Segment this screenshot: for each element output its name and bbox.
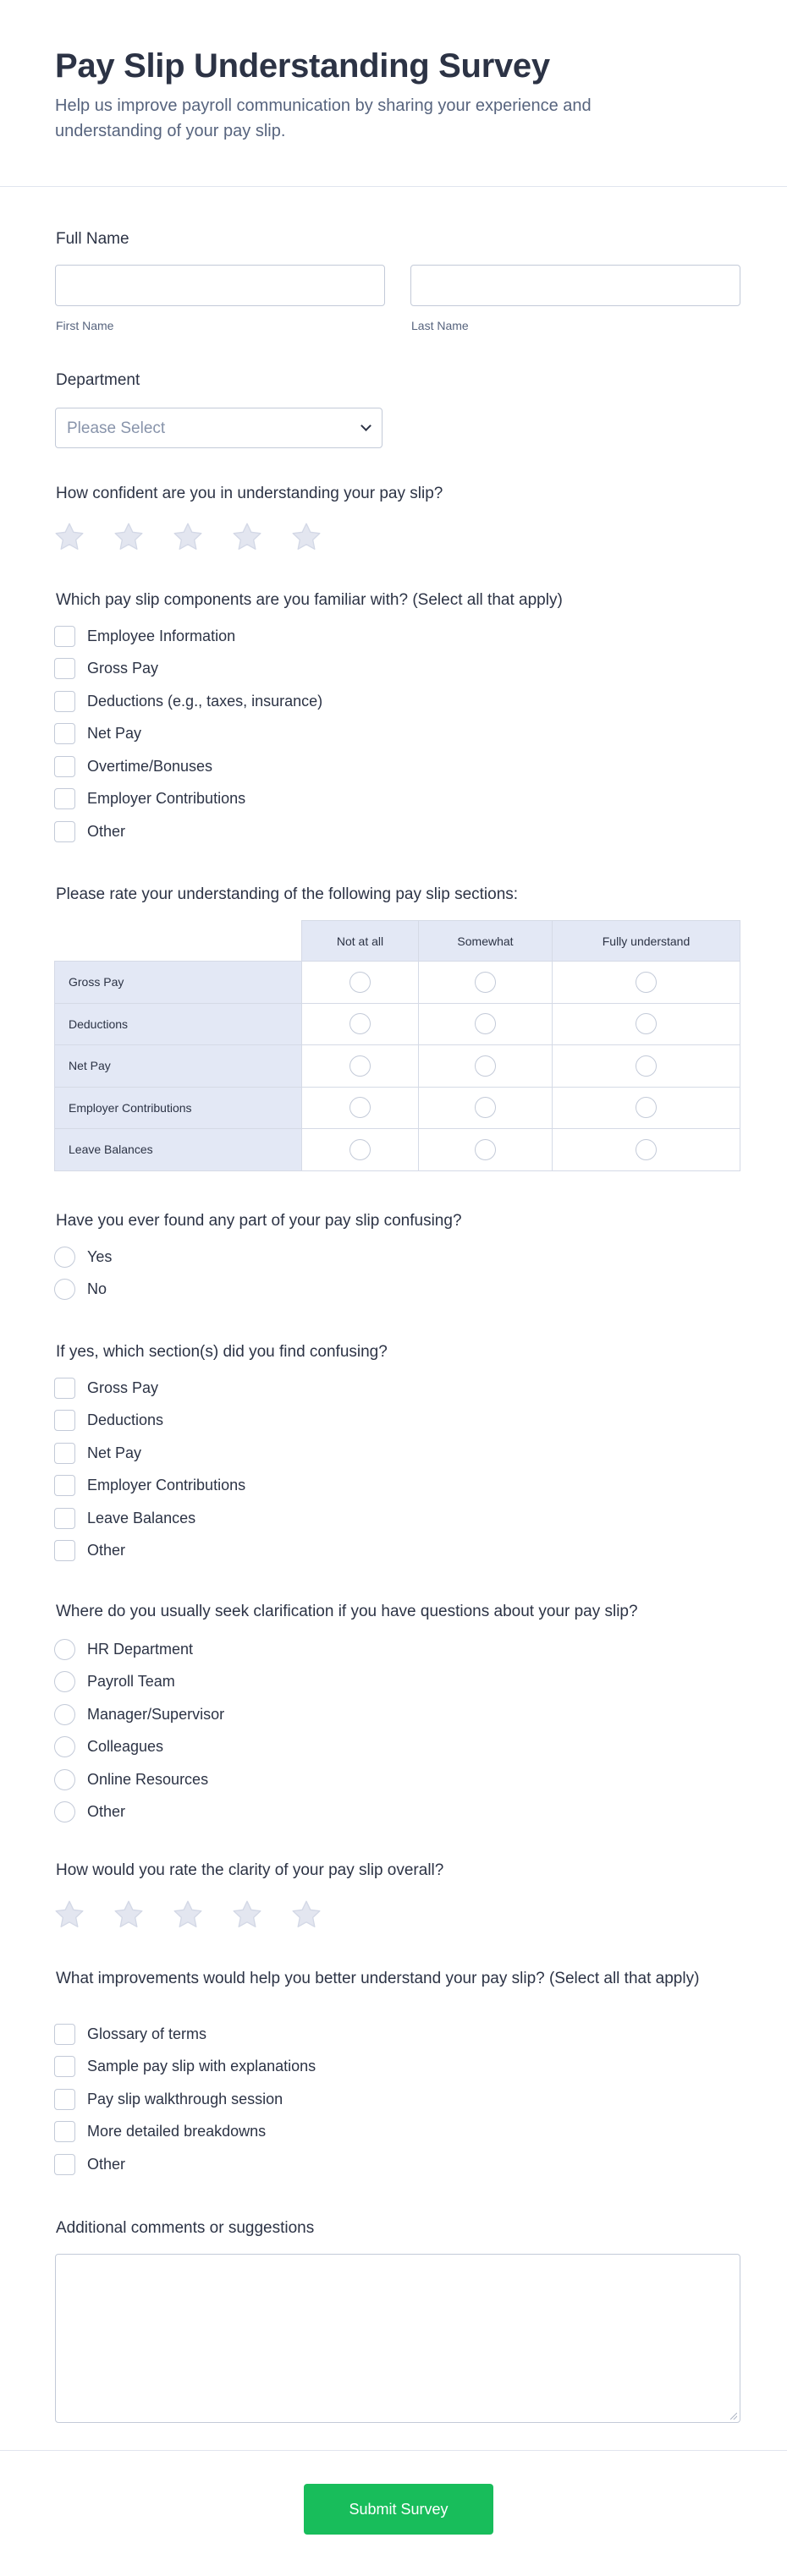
radio-button[interactable] [54, 1247, 75, 1268]
option-label: Net Pay [87, 725, 142, 743]
matrix-cell [302, 1088, 419, 1130]
option-label: Deductions [87, 1411, 164, 1429]
checkbox-option-pay-slip-walkthrough-session[interactable] [54, 2083, 316, 2116]
checkbox[interactable] [54, 1410, 75, 1431]
option-label: Other [87, 2155, 126, 2173]
matrix-row-label: Net Pay [54, 1045, 302, 1088]
radio-button[interactable] [54, 1736, 75, 1757]
checkbox-option-employee-information[interactable] [54, 620, 322, 653]
checkbox-option-deductions[interactable] [54, 1405, 245, 1438]
checkbox[interactable] [54, 723, 75, 744]
matrix-cell [553, 1004, 740, 1046]
improvements-question: What improvements would help you better understand your pay slip? (Select all that apply) [56, 1970, 700, 1987]
matrix-cell [553, 1045, 740, 1088]
checkbox[interactable] [54, 2154, 75, 2175]
checkbox-option-net-pay[interactable] [54, 718, 322, 751]
option-label: Other [87, 822, 126, 840]
matrix-radio-not-at-all[interactable] [349, 1139, 371, 1160]
checkbox-option-employer-contributions[interactable] [54, 1470, 245, 1503]
radio-option-online-resources[interactable] [54, 1763, 224, 1796]
radio-option-yes[interactable] [54, 1241, 112, 1274]
radio-option-colleagues[interactable] [54, 1731, 224, 1764]
option-label: Colleagues [87, 1738, 164, 1756]
page-subtitle: Help us improve payroll communication by sharing your experience and understanding of your pay slip. [55, 96, 592, 140]
matrix-row-gross-pay [54, 962, 740, 1004]
matrix-radio-fully-understand[interactable] [636, 1055, 657, 1077]
checkbox[interactable] [54, 788, 75, 809]
matrix-cell [419, 962, 553, 1004]
comments-label: Additional comments or suggestions [56, 2219, 315, 2237]
option-label: More detailed breakdowns [87, 2123, 267, 2140]
checkbox-option-net-pay[interactable] [54, 1437, 245, 1470]
checkbox-option-other[interactable] [54, 1535, 245, 1568]
checkbox[interactable] [54, 1443, 75, 1464]
matrix-cell [302, 1129, 419, 1171]
option-label: Employer Contributions [87, 790, 246, 808]
option-label: Employer Contributions [87, 1477, 246, 1494]
matrix-row-label: Gross Pay [54, 962, 302, 1004]
matrix-row-label: Deductions [54, 1004, 302, 1046]
last-name-input[interactable] [410, 265, 740, 306]
option-label: Yes [87, 1247, 113, 1265]
radio-option-payroll-team[interactable] [54, 1666, 224, 1699]
department-placeholder: Please Select [67, 419, 166, 437]
checkbox[interactable] [54, 2089, 75, 2110]
radio-option-no[interactable] [54, 1274, 112, 1307]
checkbox-option-overtime-bonuses[interactable] [54, 750, 322, 783]
matrix-radio-fully-understand[interactable] [636, 1139, 657, 1160]
header-divider [0, 186, 787, 187]
star-icon[interactable] [52, 1898, 86, 1932]
clarification-question: Where do you usually seek clarification if you have questions about your pay slip? [56, 1603, 638, 1620]
option-label: Online Resources [87, 1770, 209, 1788]
radio-button[interactable] [54, 1769, 75, 1790]
option-label: Gross Pay [87, 1378, 159, 1396]
last-name-sublabel: Last Name [411, 319, 469, 332]
matrix-question: Please rate your understanding of the following pay slip sections: [56, 885, 519, 903]
matrix-radio-fully-understand[interactable] [636, 1013, 657, 1034]
option-label: Net Pay [87, 1444, 142, 1461]
checkbox[interactable] [54, 1540, 75, 1561]
checkbox[interactable] [54, 658, 75, 679]
checkbox-option-leave-balances[interactable] [54, 1502, 245, 1535]
star-icon[interactable] [112, 520, 146, 554]
checkbox[interactable] [54, 2121, 75, 2142]
star-icon[interactable] [289, 520, 323, 554]
star-icon[interactable] [289, 1898, 323, 1932]
radio-option-other[interactable] [54, 1796, 224, 1829]
matrix-column-header: Not at all [302, 920, 419, 962]
submit-button[interactable]: Submit Survey [304, 2484, 493, 2535]
matrix-radio-somewhat[interactable] [475, 1097, 496, 1118]
matrix-radio-not-at-all[interactable] [349, 1055, 371, 1077]
checkbox-option-sample-pay-slip-with-explanations[interactable] [54, 2051, 316, 2084]
confusing-radio-group [54, 1241, 112, 1306]
radio-button[interactable] [54, 1639, 75, 1660]
matrix-cell [302, 962, 419, 1004]
matrix-cell [302, 1045, 419, 1088]
matrix-cell [419, 1088, 553, 1130]
option-label: Overtime/Bonuses [87, 757, 213, 775]
matrix-radio-fully-understand[interactable] [636, 972, 657, 993]
matrix-row-label: Leave Balances [54, 1129, 302, 1171]
department-label: Department [56, 371, 140, 389]
components-checkbox-group [54, 620, 322, 848]
clarity-question: How would you rate the clarity of your pay slip overall? [56, 1861, 444, 1879]
checkbox[interactable] [54, 2024, 75, 2045]
star-icon[interactable] [230, 1898, 264, 1932]
star-icon[interactable] [112, 1898, 146, 1932]
checkbox[interactable] [54, 1378, 75, 1399]
radio-option-hr-department[interactable] [54, 1633, 224, 1666]
matrix-radio-somewhat[interactable] [475, 1055, 496, 1077]
matrix-cell [302, 1004, 419, 1046]
confidence-question: How confident are you in understanding your pay slip? [56, 485, 443, 502]
checkbox[interactable] [54, 1508, 75, 1529]
matrix-cell [553, 1129, 740, 1171]
checkbox-option-deductions-e-g-taxes-insurance[interactable] [54, 685, 322, 718]
option-label: Employee Information [87, 627, 236, 644]
option-label: Sample pay slip with explanations [87, 2058, 316, 2075]
chevron-down-icon [360, 420, 371, 431]
matrix-radio-not-at-all[interactable] [349, 972, 371, 993]
resize-handle-icon[interactable] [730, 2413, 737, 2420]
checkbox[interactable] [54, 626, 75, 647]
page-title: Pay Slip Understanding Survey [55, 47, 550, 85]
matrix-corner [54, 920, 302, 962]
option-label: Pay slip walkthrough session [87, 2090, 283, 2107]
star-icon[interactable] [230, 520, 264, 554]
matrix-row-employer-contributions [54, 1088, 740, 1130]
matrix-radio-somewhat[interactable] [475, 1013, 496, 1034]
matrix-column-header: Somewhat [419, 920, 553, 962]
option-label: HR Department [87, 1640, 194, 1658]
star-icon[interactable] [52, 520, 86, 554]
matrix-row-label: Employer Contributions [54, 1088, 302, 1130]
matrix-radio-somewhat[interactable] [475, 1139, 496, 1160]
option-label: No [87, 1280, 107, 1298]
clarification-radio-group [54, 1633, 224, 1828]
comments-textarea[interactable] [55, 2254, 740, 2423]
checkbox-option-glossary-of-terms[interactable] [54, 2018, 316, 2051]
confusing-sections-question: If yes, which section(s) did you find confusing? [56, 1343, 388, 1361]
components-question: Which pay slip components are you familiar with? (Select all that apply) [56, 591, 563, 609]
confusing-sections-checkbox-group [54, 1372, 245, 1567]
checkbox-option-gross-pay[interactable] [54, 1372, 245, 1405]
option-label: Glossary of terms [87, 2025, 207, 2042]
radio-button[interactable] [54, 1279, 75, 1300]
checkbox-option-more-detailed-breakdowns[interactable] [54, 2116, 316, 2149]
checkbox-option-other[interactable] [54, 2148, 316, 2181]
star-icon[interactable] [171, 1898, 205, 1932]
confidence-star-rating[interactable] [52, 520, 323, 554]
checkbox-option-other[interactable] [54, 815, 322, 848]
understanding-matrix [54, 920, 740, 1171]
matrix-cell [419, 1129, 553, 1171]
matrix-row-deductions [54, 1004, 740, 1046]
confusing-question: Have you ever found any part of your pay slip confusing? [56, 1212, 462, 1230]
option-label: Manager/Supervisor [87, 1705, 225, 1723]
checkbox[interactable] [54, 2056, 75, 2077]
radio-option-manager-supervisor[interactable] [54, 1698, 224, 1731]
first-name-input[interactable] [55, 265, 385, 306]
matrix-cell [553, 962, 740, 1004]
option-label: Other [87, 1803, 126, 1821]
star-icon[interactable] [171, 520, 205, 554]
improvements-checkbox-group [54, 2018, 316, 2181]
matrix-cell [419, 1004, 553, 1046]
option-label: Other [87, 1542, 126, 1559]
department-select[interactable] [55, 408, 382, 448]
matrix-cell [553, 1088, 740, 1130]
checkbox-option-employer-contributions[interactable] [54, 783, 322, 816]
checkbox-option-gross-pay[interactable] [54, 653, 322, 686]
matrix-column-header: Fully understand [553, 920, 740, 962]
matrix-radio-not-at-all[interactable] [349, 1013, 371, 1034]
matrix-row-net-pay [54, 1045, 740, 1088]
clarity-star-rating[interactable] [52, 1898, 323, 1932]
checkbox[interactable] [54, 1475, 75, 1496]
footer-divider [0, 2450, 787, 2451]
checkbox[interactable] [54, 821, 75, 842]
option-label: Gross Pay [87, 660, 159, 677]
matrix-cell [419, 1045, 553, 1088]
matrix-radio-not-at-all[interactable] [349, 1097, 371, 1118]
matrix-radio-fully-understand[interactable] [636, 1097, 657, 1118]
radio-button[interactable] [54, 1704, 75, 1725]
radio-button[interactable] [54, 1671, 75, 1692]
option-label: Payroll Team [87, 1673, 175, 1691]
matrix-radio-somewhat[interactable] [475, 972, 496, 993]
full-name-label: Full Name [56, 230, 129, 248]
checkbox[interactable] [54, 756, 75, 777]
option-label: Deductions (e.g., taxes, insurance) [87, 692, 323, 710]
matrix-row-leave-balances [54, 1129, 740, 1171]
option-label: Leave Balances [87, 1509, 196, 1526]
first-name-sublabel: First Name [56, 319, 114, 332]
checkbox[interactable] [54, 691, 75, 712]
radio-button[interactable] [54, 1801, 75, 1822]
